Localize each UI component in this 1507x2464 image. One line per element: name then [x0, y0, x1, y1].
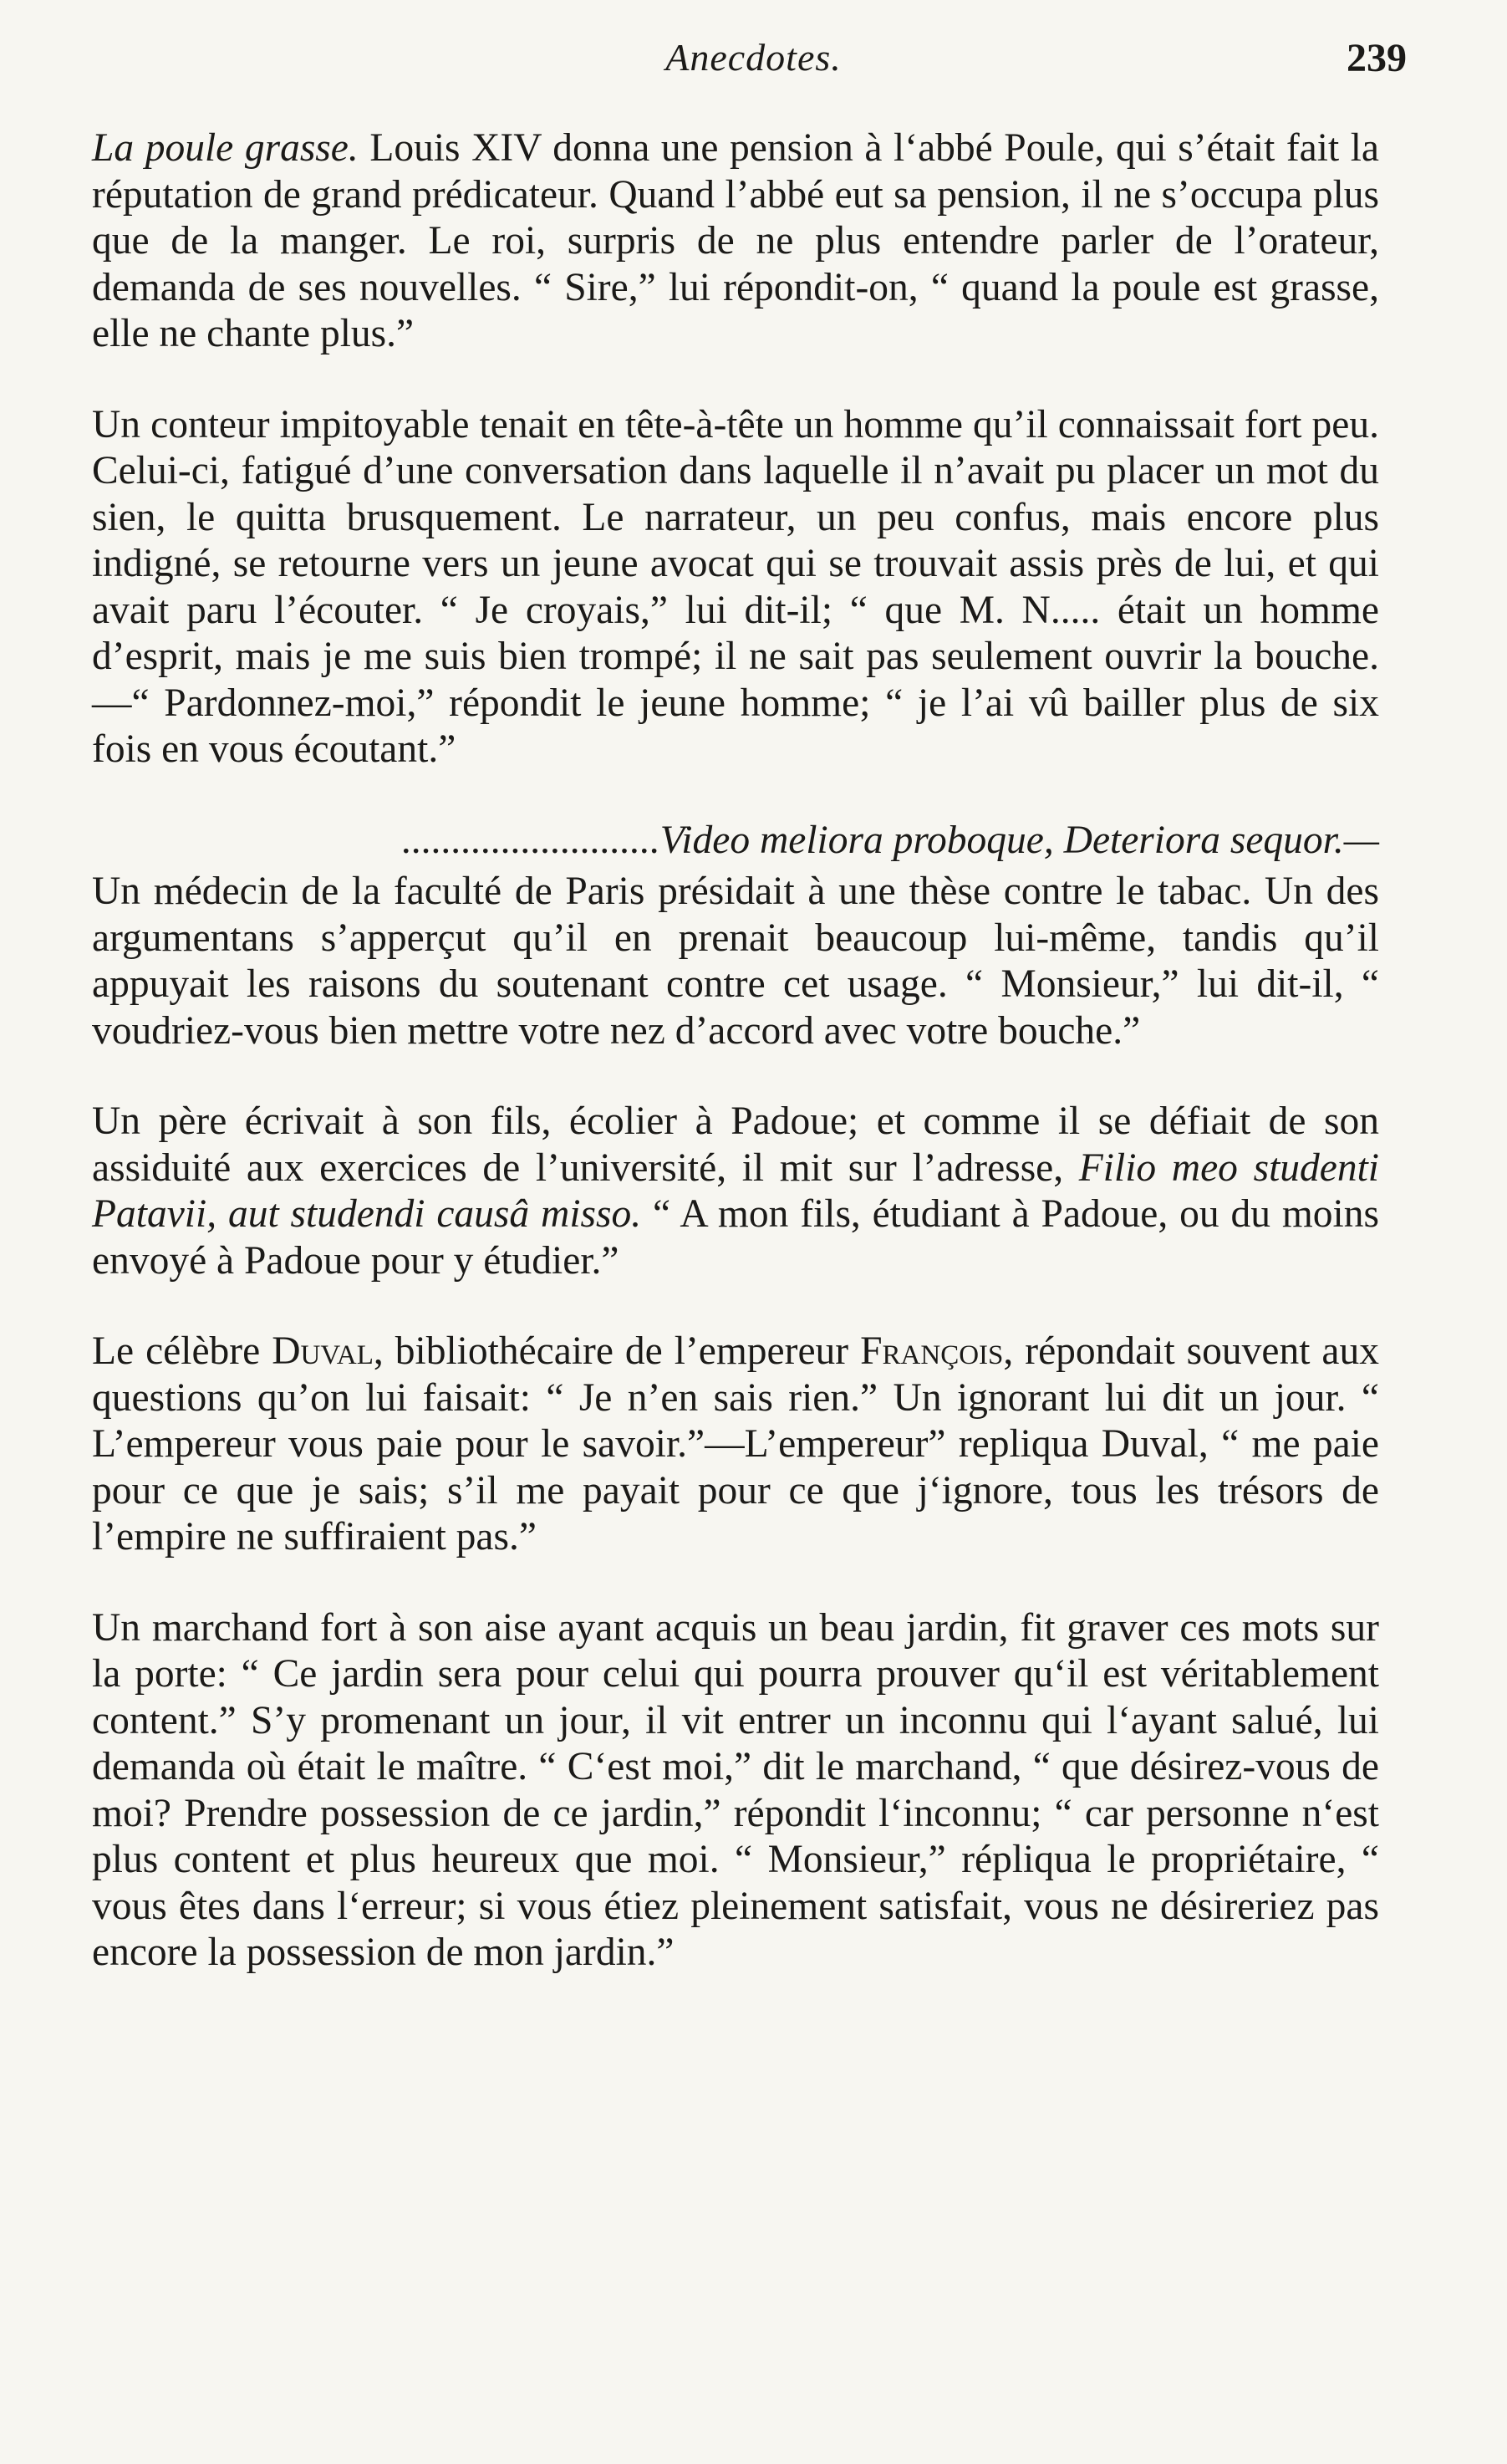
anecdote-conteur [92, 402, 1379, 773]
anecdote-poule-grasse [92, 125, 1379, 358]
body-text [92, 125, 1379, 2021]
anecdote-text: Un père écrivait à son fils, écolier à Padoue; et comme il se défiait de son assiduité aux exercices de l’université, il mit sur l’adresse, [92, 1099, 1379, 1190]
anecdote-text: Louis XIV donna une pension à l‘abbé Poule, qui s’était fait la réputation de grand prédicateur. Quand l’abbé eut sa pension, il ne s’occupa plus que de la manger. Le roi, surpris de ne plus entendre parler de l’orateur, demanda de ses nouvelles. “ Sire,” lui répondit-on, “ quand la poule est grasse, elle ne chante plus.” [92, 126, 1379, 355]
person-name: François [860, 1329, 1004, 1373]
latin-quotation: ..........................Video meliora proboque, Deteriora sequor.— [402, 818, 1379, 862]
latin-address: Filio meo studenti Patavii, aut studendi causâ misso. [92, 1145, 1379, 1236]
anecdote-jardin [92, 1605, 1379, 1977]
person-name: Duval [272, 1329, 374, 1373]
page-number: 239 [1347, 36, 1407, 80]
anecdote-tabac [92, 869, 1379, 1054]
running-title: Anecdotes. [665, 36, 842, 79]
anecdote-text: , bibliothécaire de l’empereur [373, 1329, 861, 1373]
anecdote-text: , répondait souvent aux questions qu’on lui faisait: “ Je n’en sais rien.” Un ignorant lui dit un jour. “ L’empereur vous paie pour le savoir.”—L’empereur” repliqua Duval, “ me paie pour ce que je sais; s’il me payait pour ce que j‘ignore, tous les trésors de l’empire ne suffiraient pas.” [92, 1329, 1379, 1558]
anecdote-text: “ A mon fils, étudiant à Padoue, ou du moins envoyé à Padoue pour y étudier.” [92, 1192, 1379, 1283]
anecdote-duval [92, 1329, 1379, 1561]
anecdote-text: Le célèbre [92, 1329, 272, 1373]
running-head [0, 35, 1507, 102]
anecdote-title: La poule grasse. [92, 126, 359, 170]
anecdote-padoue [92, 1099, 1379, 1284]
anecdote-text: Un médecin de la faculté de Paris présidait à une thèse contre le tabac. Un des argumentans s’apperçut qu’il en prenait beaucoup lui-même, tandis qu’il appuyait les raisons du soutenant contre cet usage. “ Monsieur,” lui dit-il, “ voudriez-vous bien mettre votre nez d’accord avec votre bouche.” [92, 870, 1379, 1053]
anecdote-text: Un marchand fort à son aise ayant acquis un beau jardin, fit graver ces mots sur la porte: “ Ce jardin sera pour celui qui pourra prouver qu‘il est véritablement content.” S’y promenant un jour, il vit entrer un inconnu qui l‘ayant salué, lui demanda où était le maître. “ C‘est moi,” dit le marchand, “ que désirez-vous de moi? Prendre possession de ce jardin,” répondit l‘inconnu; “ car personne n‘est plus content et plus heureux que moi. “ Monsieur,” répliqua le propriétaire, “ vous êtes dans l‘erreur; si vous étiez pleinement satisfait, vous ne désireriez pas encore la possession de mon jardin.” [92, 1605, 1379, 1974]
anecdote-text: Un conteur impitoyable tenait en tête-à-tête un homme qu’il connaissait fort peu. Celui-ci, fatigué d’une conversation dans laquelle il n’avait pu placer un mot du sien, le quitta brusquement. Le narrateur, un peu confus, mais encore plus indigné, se retourne vers un jeune avocat qui se trouvait assis près de lui, et qui avait paru l’écouter. “ Je croyais,” lui dit-il; “ que M. N..... était un homme d’esprit, mais je me suis bien trompé; il ne sait pas seulement ouvrir la bouche.—“ Pardonnez-moi,” répondit le jeune homme; “ je l’ai vû bailler plus de six fois en vous écoutant.” [92, 402, 1379, 771]
